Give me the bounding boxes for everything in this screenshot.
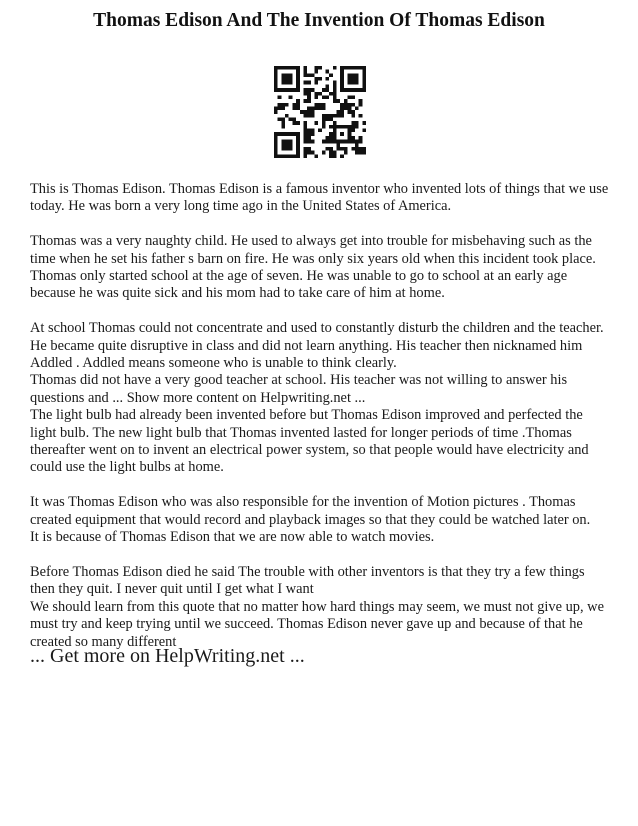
article-body <box>30 181 612 668</box>
qr-code-icon <box>274 66 366 158</box>
get-more-link[interactable]: ... Get more on HelpWriting.net ... <box>30 645 305 667</box>
paragraph-line: Thomas was a very naughty child. He used to always get into trouble for misbehaving such as the time when he set his father s barn on fire. He was only six years old when this incident took place. <box>30 233 596 267</box>
paragraph-line: Before Thomas Edison died he said The trouble with other inventors is that they try a few things then they quit. I never quit until I get what I want <box>30 563 585 598</box>
paragraph-line: It was Thomas Edison who was also responsible for the invention of Motion pictures . Thomas created equipment that would record and playback images so that they could be watched later on. <box>30 494 591 528</box>
paragraph-line: Thomas did not have a very good teacher at school. His teacher was not willing to answer his questions and ... Show more content on Helpwriting.net ... <box>30 372 568 406</box>
paragraph-line: At school Thomas could not concentrate and used to constantly disturb the children and the teacher. He became quite disruptive in class and did not learn anything. His teacher then nicknamed him Addled . Addled means someone who is unable to think clearly. <box>30 320 604 372</box>
paragraph-line: It is because of Thomas Edison that we are now able to watch movies. <box>30 529 435 546</box>
paragraph <box>30 494 612 546</box>
paragraph <box>30 181 612 216</box>
paragraph-line: We should learn from this quote that no matter how hard things may seem, we must not give up, we must try and keep trying until we succeed. Thomas Edison never gave up and because of that he created so many different <box>30 598 604 650</box>
paragraph <box>30 564 612 651</box>
paragraph <box>30 320 612 477</box>
paragraph <box>30 233 612 303</box>
page-title: Thomas Edison And The Invention Of Thomas Edison <box>93 10 545 31</box>
paragraph-line: Thomas only started school at the age of seven. He was unable to go to school at an early age because he was quite sick and his mom had to take care of him at home. <box>30 268 568 302</box>
paragraph-line: The light bulb had already been invented before but Thomas Edison improved and perfected the light bulb. The new light bulb that Thomas invented lasted for longer periods of time .Thomas thereafter went on to invent an electrical power system, so that people would have electricity and could use the light bulbs at home. <box>30 407 589 476</box>
paragraph-line: This is Thomas Edison. Thomas Edison is a famous inventor who invented lots of things that we use today. He was born a very long time ago in the United States of America. <box>30 181 609 215</box>
